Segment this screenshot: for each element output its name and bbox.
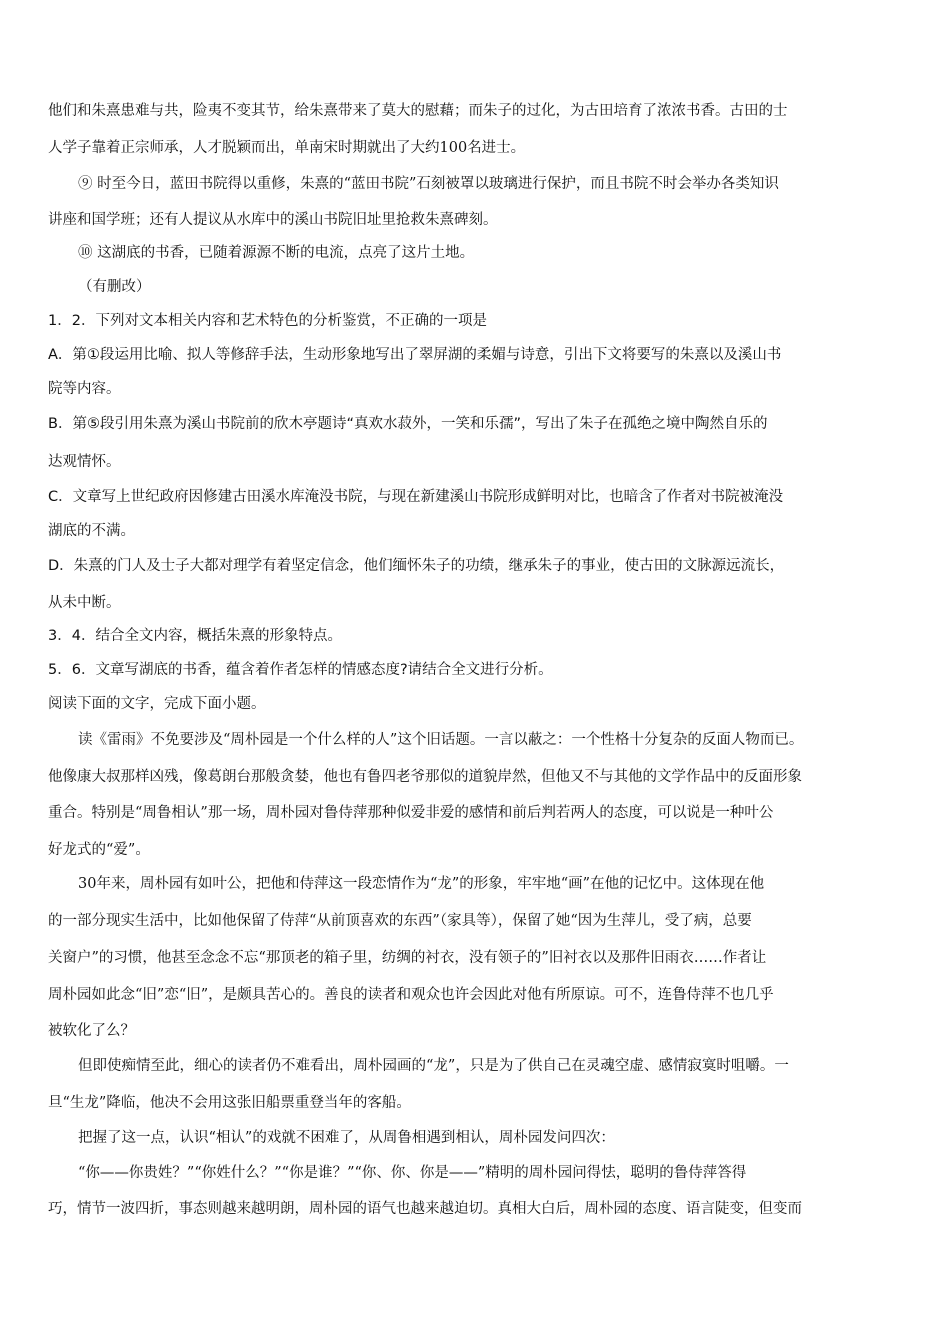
- reading2-p3-line1: 但即使痴情至此，细心的读者仍不难看出，周朴园画的“龙”，只是为了供自己在灵魂空虚、感情寂寞时咀嚼。一: [78, 1058, 789, 1074]
- question-1-2-stem: 1．2．下列对文本相关内容和艺术特色的分析鉴赏，不正确的一项是: [48, 313, 487, 329]
- passage-source-note: （有删改）: [78, 279, 151, 295]
- option-a-line2: 院等内容。: [48, 381, 121, 397]
- reading2-p2-line4: 周朴园如此念“旧”恋“旧”，是颇具苦心的。善良的读者和观众也许会因此对他有所原谅。可不，连鲁侍萍不也几乎: [48, 987, 774, 1003]
- option-b-line2: 达观情怀。: [48, 454, 121, 470]
- reading2-p1-line2: 他像康大叔那样凶残，像葛朗台那般贪婪，他也有鲁四老爷那似的道貌岸然，但他又不与其他的文学作品中的反面形象: [48, 769, 802, 785]
- reading2-p2-line2: 的一部分现实生活中，比如他保留了侍萍“从前顶喜欢的东西”（家具等），保留了她“因为生萍儿，受了病，总要: [48, 913, 752, 929]
- reading2-p5-line1: “你——你贵姓？”“你姓什么？”“你是谁？”“你、你、你是——”精明的周朴园问得怯，聪明的鲁侍萍答得: [78, 1165, 747, 1181]
- option-d-line2: 从未中断。: [48, 595, 121, 611]
- option-c-line1: C．文章写上世纪政府因修建古田溪水库淹没书院，与现在新建溪山书院形成鲜明对比，也暗含了作者对书院被淹没: [48, 489, 784, 505]
- reading-instruction: 阅读下面的文字，完成下面小题。: [48, 696, 266, 712]
- option-b-line1: B．第⑤段引用朱熹为溪山书院前的欣木亭题诗“真欢水菽外，一笑和乐孺”，写出了朱子在孤绝之境中陶然自乐的: [48, 416, 768, 432]
- passage-p8-line1: 他们和朱熹患难与共，险夷不变其节，给朱熹带来了莫大的慰藉；而朱子的过化，为古田培育了浓浓书香。古田的士: [48, 103, 788, 119]
- option-d-line1: D．朱熹的门人及士子大都对理学有着坚定信念，他们缅怀朱子的功绩，继承朱子的事业，使古田的文脉源远流长，: [48, 558, 785, 574]
- reading2-p2-line5: 被软化了么？: [48, 1023, 135, 1039]
- reading2-p1-line4: 好龙式的“爱”。: [48, 842, 150, 858]
- passage-p8-line2: 人学子靠着正宗师承，人才脱颖而出，单南宋时期就出了大约100名进士。: [48, 140, 526, 156]
- passage-p10: ⑩ 这湖底的书香，已随着源源不断的电流，点亮了这片土地。: [78, 245, 475, 261]
- reading2-p1-line1: 读《雷雨》不免要涉及“周朴园是一个什么样的人”这个旧话题。一言以蔽之：一个性格十分复杂的反面人物而已。: [78, 732, 804, 748]
- question-5-6: 5．6．文章写湖底的书香，蕴含着作者怎样的情感态度?请结合全文进行分析。: [48, 662, 553, 678]
- reading2-p2-line3: 关窗户”的习惯，他甚至念念不忘“那顶老的箱子里，纺绸的衬衣，没有领子的”旧衬衣以及那件旧雨衣……作者让: [48, 950, 767, 966]
- reading2-p1-line3: 重合。特别是“周鲁相认”那一场，周朴园对鲁侍萍那种似爱非爱的感情和前后判若两人的态度，可以说是一种叶公: [48, 805, 774, 821]
- reading2-p4: 把握了这一点，认识“相认”的戏就不困难了，从周鲁相遇到相认，周朴园发问四次：: [78, 1130, 615, 1146]
- option-a-line1: A．第①段运用比喻、拟人等修辞手法，生动形象地写出了翠屏湖的柔媚与诗意，引出下文将要写的朱熹以及溪山书: [48, 347, 782, 363]
- option-c-line2: 湖底的不满。: [48, 523, 135, 539]
- passage-p9-line1: ⑨ 时至今日，蓝田书院得以重修，朱熹的“蓝田书院”石刻被罩以玻璃进行保护，而且书院不时会举办各类知识: [78, 176, 779, 192]
- question-3-4: 3．4．结合全文内容，概括朱熹的形象特点。: [48, 628, 342, 644]
- passage-p9-line2: 讲座和国学班；还有人提议从水库中的溪山书院旧址里抢救朱熹碑刻。: [48, 212, 498, 228]
- reading2-p2-line1: 30年来，周朴园有如叶公，把他和侍萍这一段恋情作为“龙”的形象，牢牢地“画”在他的记忆中。这体现在他: [78, 876, 765, 892]
- reading2-p3-line2: 旦“生龙”降临，他决不会用这张旧船票重登当年的客船。: [48, 1095, 411, 1111]
- reading2-p5-line2: 巧，情节一波四折，事态则越来越明朗，周朴园的语气也越来越迫切。真相大白后，周朴园的态度、语言陡变，但变而: [48, 1201, 802, 1217]
